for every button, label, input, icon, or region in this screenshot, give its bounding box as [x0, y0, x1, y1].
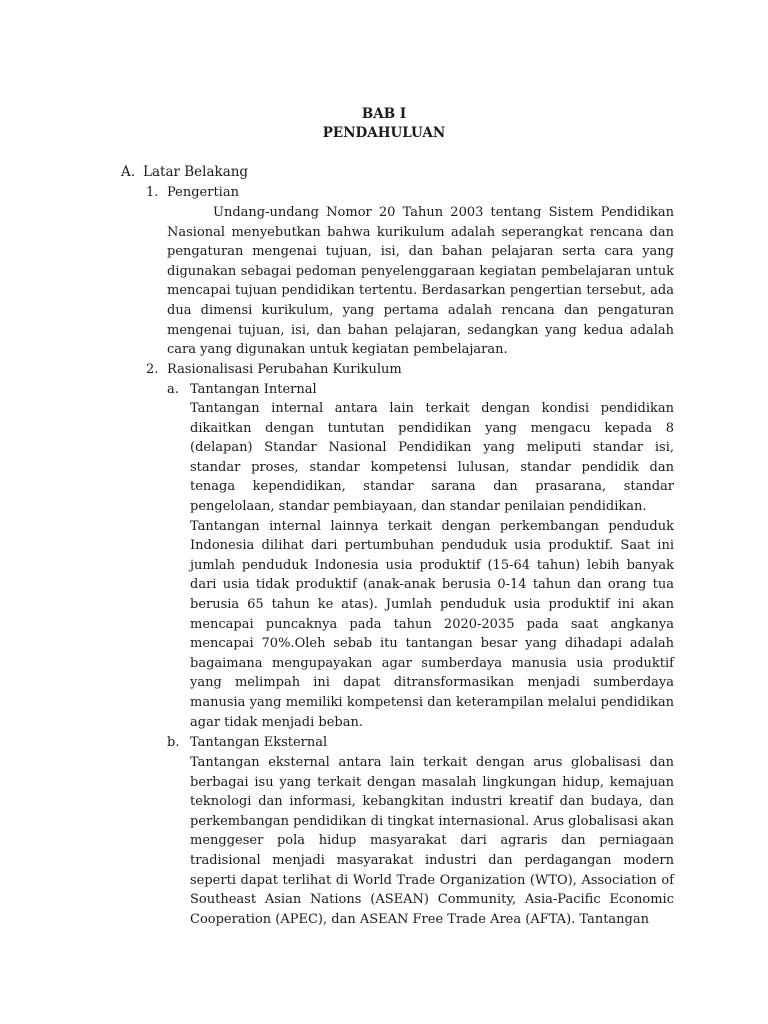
item-1-title: Pengertian: [167, 185, 239, 200]
chapter-title: PENDAHULUAN: [322, 125, 446, 141]
item-1-paragraph: Undang-undang Nomor 20 Tahun 2003 tentang Sistem Pendidikan Nasional menyebutkan bahwa kurikulum adalah seperangkat rencana dan pengaturan mengenai tujuan, isi, dan bahan pelajaran serta cara yang digunakan sebagai pedoman penyelenggaraan kegiatan pembelajaran untuk mencapai tujuan pendidikan tertentu. Berdasarkan pengertian tersebut, ada dua dimensi kurikulum, yang pertama adalah rencana dan pengaturan mengenai tujuan, isi, dan bahan pelajaran, sedangkan yang kedua adalah cara yang digunakan untuk kegiatan pembelajaran.: [167, 205, 674, 358]
item-1-number: 1.: [146, 185, 159, 200]
sub-b-label: b.: [167, 735, 180, 750]
item-1-body: [167, 203, 674, 360]
section-heading: [121, 163, 248, 183]
sub-b-body: [190, 753, 674, 929]
item-2-title: Rasionalisasi Perubahan Kurikulum: [167, 362, 402, 377]
sub-a-body: [190, 399, 674, 732]
sub-a-title: Tantangan Internal: [190, 382, 317, 397]
sub-a-label: a.: [167, 382, 179, 397]
sub-b-title: Tantangan Eksternal: [190, 735, 328, 750]
section-title: Latar Belakang: [143, 164, 249, 180]
sub-a-paragraph-1: Tantangan internal antara lain terkait dengan kondisi pendidikan dikaitkan dengan tuntutan pendidikan yang mengacu kepada 8 (delapan) Standar Nasional Pendidikan yang meliputi standar isi, standar proses, standar kompetensi lulusan, standar pendidik dan tenaga kependidikan, standar sarana dan prasarana, standar pengelolaan, standar pembiayaan, dan standar penilaian pendidikan.: [190, 401, 674, 514]
sub-a-paragraph-2: Tantangan internal lainnya terkait dengan perkembangan penduduk Indonesia dilihat dari pertumbuhan penduduk usia produktif. Saat ini jumlah penduduk Indonesia usia produktif (15-64 tahun) lebih banyak dari usia tidak produktif (anak-anak berusia 0-14 tahun dan orang tua berusia 65 tahun ke atas). Jumlah penduduk usia produktif ini akan mencapai puncaknya pada tahun 2020-2035 pada saat angkanya mencapai 70%.Oleh sebab itu tantangan besar yang dihadapi adalah bagaimana mengupayakan agar sumberdaya manusia usia produktif yang melimpah ini dapat ditransformasikan menjadi sumberdaya manusia yang memiliki kompetensi dan keterampilan melalui pendidikan agar tidak menjadi beban.: [190, 518, 674, 730]
sub-b-paragraph-1: Tantangan eksternal antara lain terkait dengan arus globalisasi dan berbagai isu yang terkait dengan masalah lingkungan hidup, kemajuan teknologi dan informasi, kebangkitan industri kreatif dan budaya, dan perkembangan pendidikan di tingkat internasional. Arus globalisasi akan menggeser pola hidup masyarakat dari agraris dan perniagaan tradisional menjadi masyarakat industri dan perdagangan modern seperti dapat terlihat di World Trade Organization (WTO), Association of Southeast Asian Nations (ASEAN) Community, Asia-Pacific Economic Cooperation (APEC), dan ASEAN Free Trade Area (AFTA). Tantangan: [190, 755, 674, 927]
chapter-number: BAB I: [361, 106, 407, 122]
item-2-number: 2.: [146, 362, 159, 377]
section-label: A.: [121, 164, 136, 180]
